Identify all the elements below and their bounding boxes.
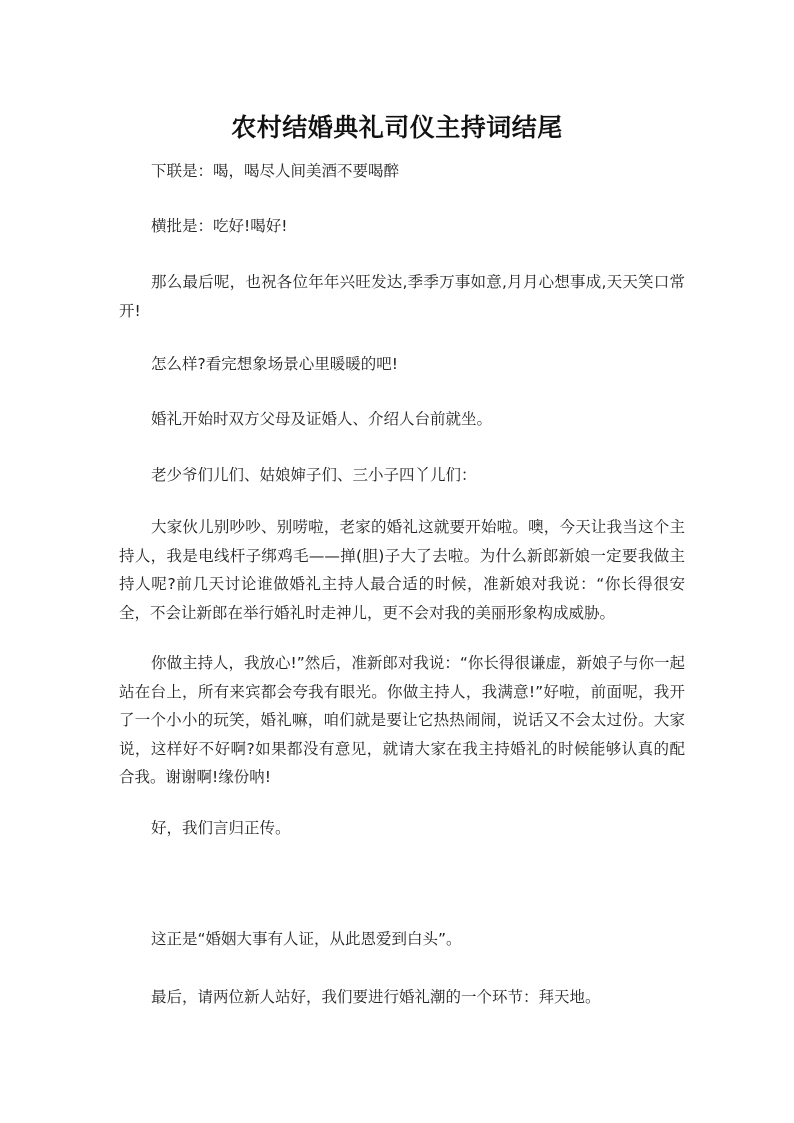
paragraph: 那么最后呢，也祝各位年年兴旺发达,季季万事如意,月月心想事成,天天笑口常开! — [119, 273, 685, 320]
document-title: 农村结婚典礼司仪主持词结尾 — [231, 113, 563, 142]
paragraph: 横批是：吃好!喝好! — [151, 217, 288, 235]
paragraph: 老少爷们儿们、姑娘婶子们、三小子四丫儿们： — [151, 466, 477, 484]
paragraph: 下联是：喝，喝尽人间美酒不要喝醉 — [151, 162, 400, 180]
paragraph: 最后，请两位新人站好，我们要进行婚礼潮的一个环节：拜天地。 — [151, 988, 601, 1006]
paragraph: 大家伙儿别吵吵、别唠啦，老家的婚礼这就要开始啦。噢，今天让我当这个主持人，我是电线杆子绑鸡毛——掸(胆)子大了去啦。为什么新郎新娘一定要我做主持人呢?前几天讨论谁做婚礼主持人最合适的时候，准新娘对我说：“你长得很安全，不会让新郎在举行婚礼时走神儿，更不会对我的美丽形象构成威胁。 — [119, 518, 685, 622]
paragraph: 好，我们言归正传。 — [151, 819, 291, 837]
paragraph: 这正是“婚姻大事有人证，从此恩爱到白头”。 — [151, 930, 462, 948]
paragraph: 婚礼开始时双方父母及证婚人、介绍人台前就坐。 — [151, 410, 493, 428]
paragraph: 你做主持人，我放心!”然后，准新郎对我说：“你长得很谦虚，新娘子与你一起站在台上，所有来宾都会夸我有眼光。你做主持人，我满意!”好啦，前面呢，我开了一个小小的玩笑，婚礼嘛，咱们就是要让它热热闹闹，说话又不会太过份。大家说，这样好不好啊?如果都没有意见，就请大家在我主持婚礼的时候能够认真的配合我。谢谢啊!缘份呐! — [119, 654, 685, 787]
paragraph: 怎么样?看完想象场景心里暖暖的吧! — [151, 355, 398, 373]
